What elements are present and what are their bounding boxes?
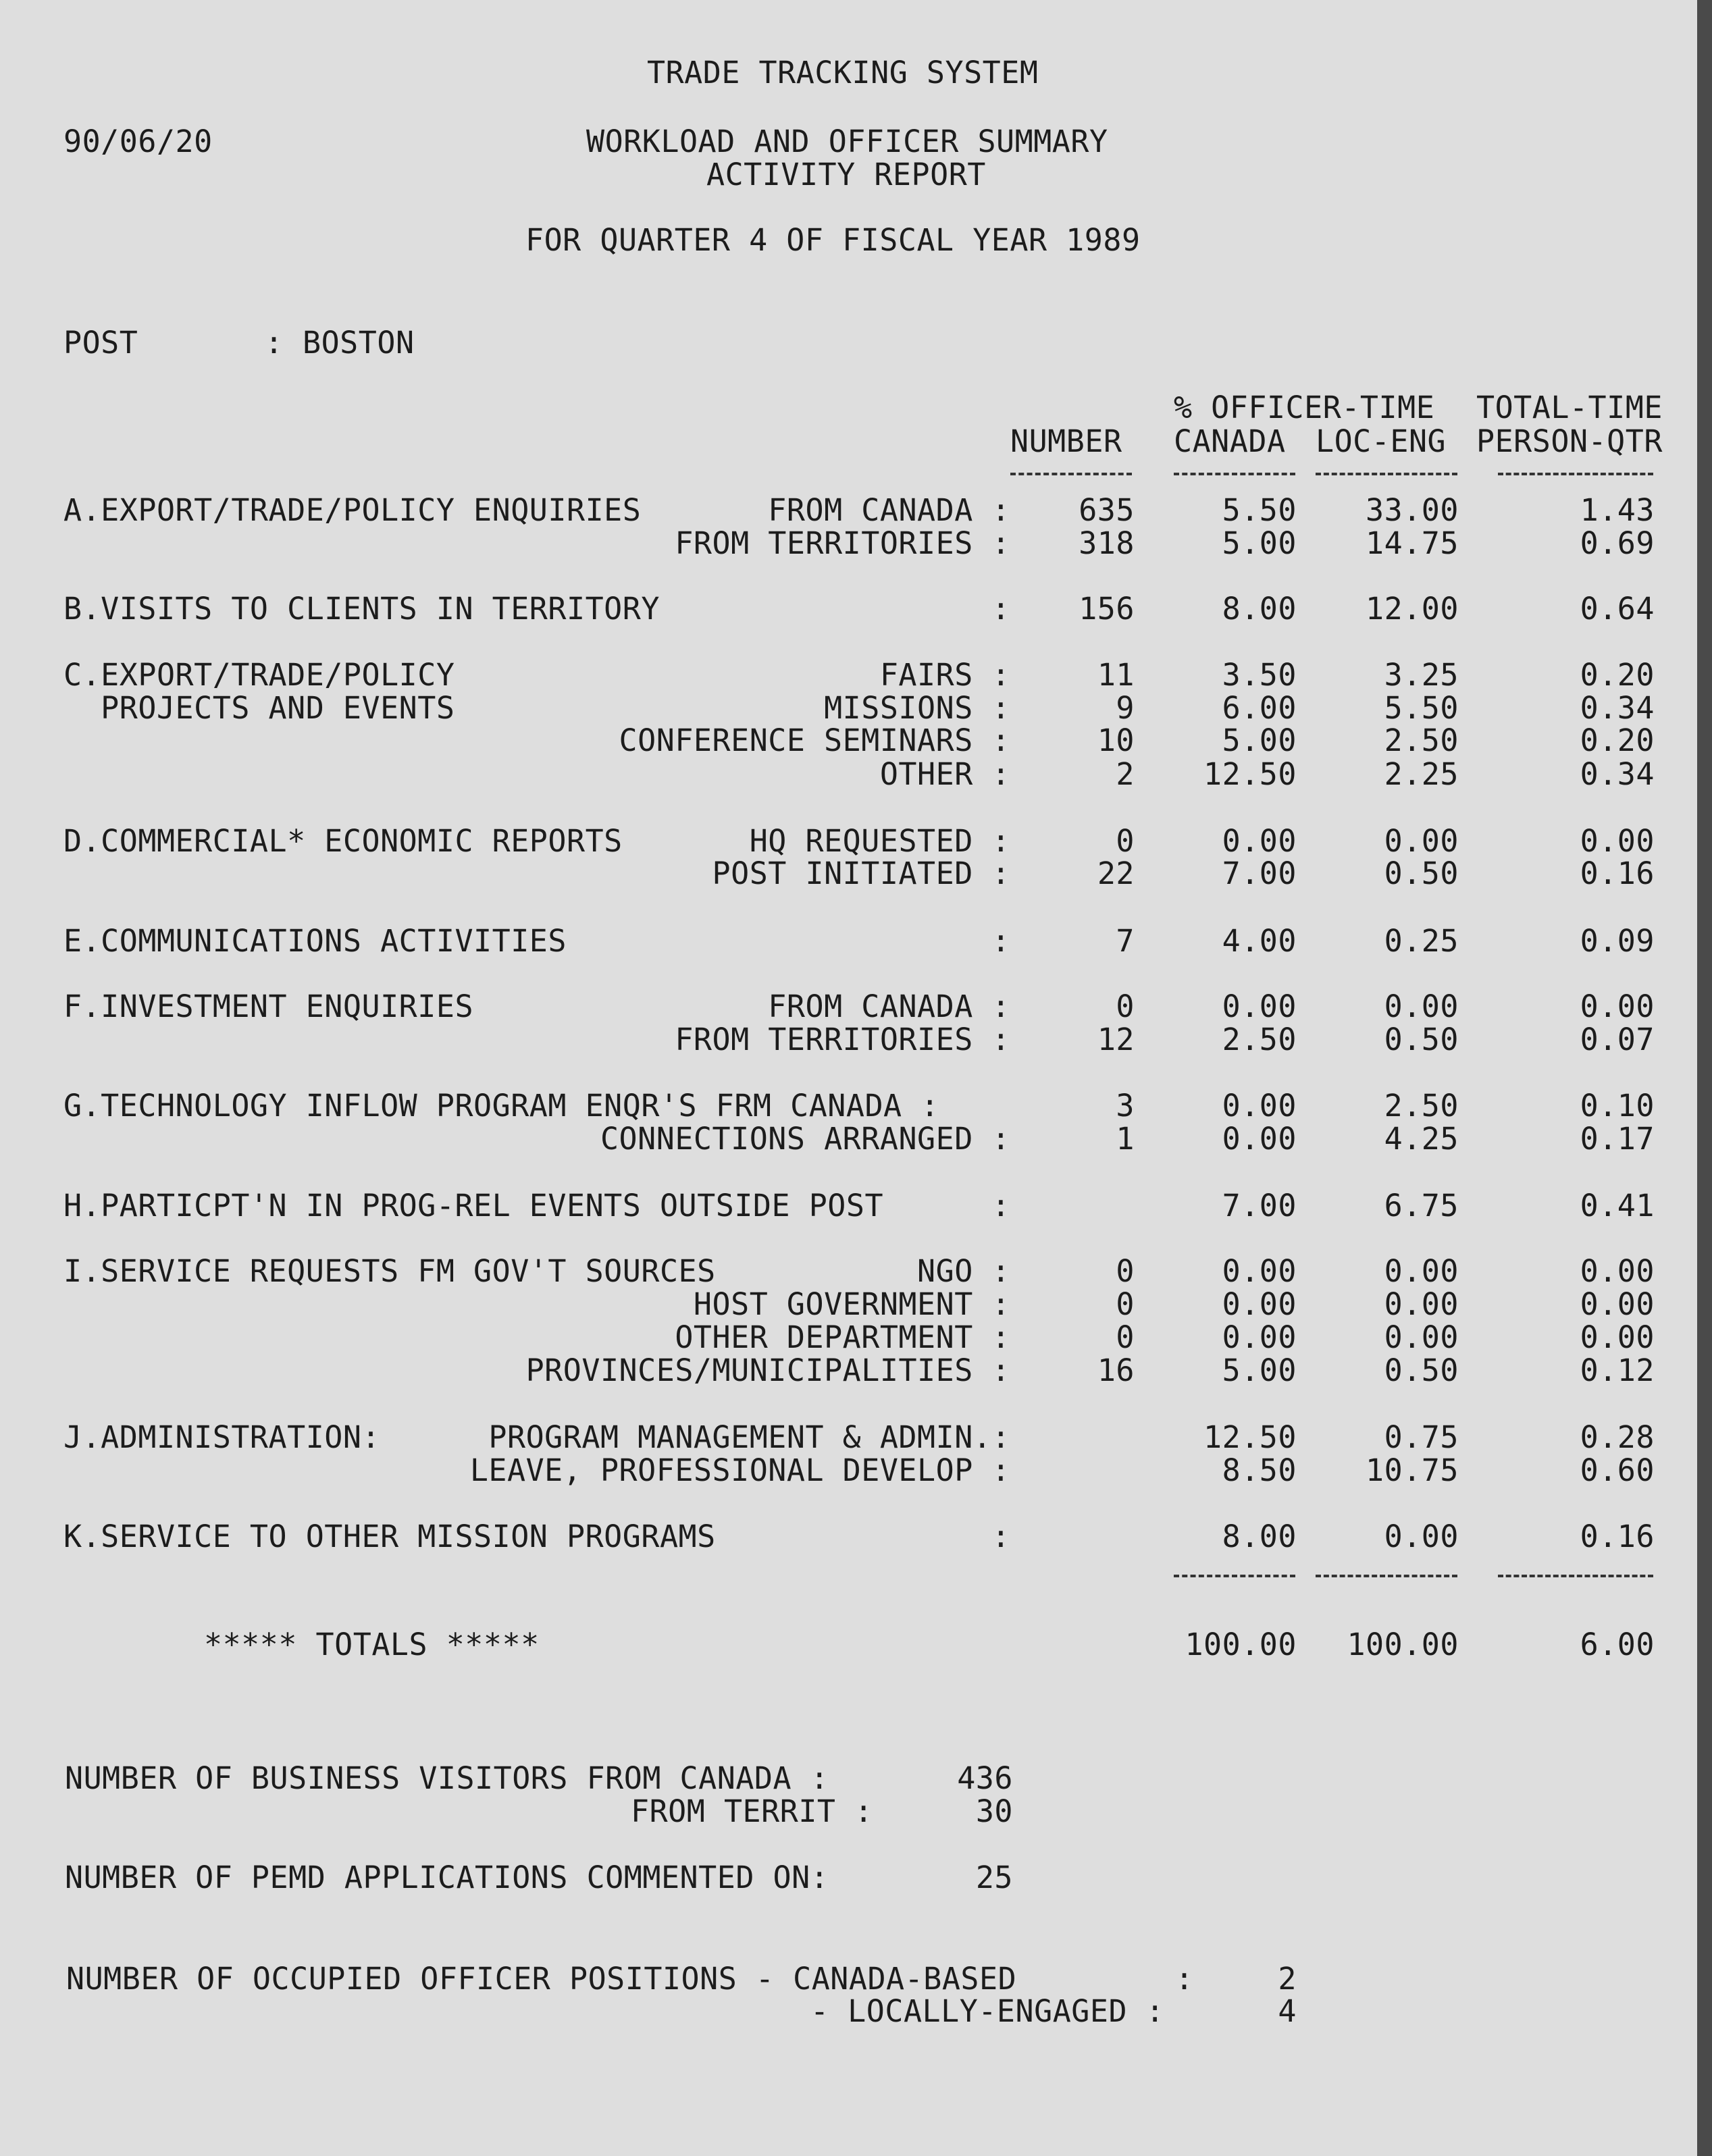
post-label: POST: [63, 325, 138, 361]
totals-canada: 100.00: [1185, 1627, 1297, 1662]
row-loc-eng: 0.25: [1384, 923, 1459, 959]
row-person-qtr: 0.20: [1580, 657, 1655, 693]
row-person-qtr: 0.00: [1580, 823, 1655, 859]
row-loc-eng: 12.00: [1366, 591, 1459, 627]
row-canada: 5.50: [1222, 492, 1297, 528]
row-canada: 8.50: [1222, 1452, 1297, 1488]
totals-loc-eng: 100.00: [1347, 1627, 1459, 1662]
header-rule-canada: [1174, 473, 1295, 475]
row-person-qtr: 0.00: [1580, 1253, 1655, 1289]
row-number: 9: [1116, 690, 1135, 726]
row-label: E.COMMUNICATIONS ACTIVITIES: [63, 923, 567, 959]
row-number: 0: [1116, 1253, 1135, 1289]
row-person-qtr: 0.07: [1580, 1022, 1655, 1057]
row-sub-label: POST INITIATED :: [712, 856, 1010, 891]
row-loc-eng: 3.25: [1384, 657, 1459, 693]
row-loc-eng: 2.25: [1384, 756, 1459, 792]
row-number: 318: [1079, 525, 1135, 561]
row-sub-label: FROM CANADA :: [768, 492, 1010, 528]
row-number: 1: [1116, 1121, 1135, 1157]
row-label: B.VISITS TO CLIENTS IN TERRITORY: [63, 591, 660, 627]
row-person-qtr: 0.12: [1580, 1352, 1655, 1388]
row-canada: 7.00: [1222, 856, 1297, 891]
row-sub-label: FROM TERRITORIES :: [675, 525, 1010, 561]
row-canada: 12.50: [1203, 1419, 1297, 1455]
row-sub-label: HOST GOVERNMENT :: [693, 1286, 1010, 1322]
row-sub-label: :: [991, 591, 1010, 627]
row-loc-eng: 33.00: [1366, 492, 1459, 528]
row-label: C.EXPORT/TRADE/POLICY: [63, 657, 455, 693]
report-date: 90/06/20: [63, 124, 213, 159]
row-loc-eng: 0.00: [1384, 823, 1459, 859]
positions-le-label: - LOCALLY-ENGAGED :: [810, 1993, 1165, 2029]
row-loc-eng: 6.75: [1384, 1188, 1459, 1224]
row-sub-label: FAIRS :: [879, 657, 1010, 693]
row-label: D.COMMERCIAL* ECONOMIC REPORTS: [63, 823, 623, 859]
row-sub-label: FROM TERRITORIES :: [675, 1022, 1010, 1057]
row-canada: 2.50: [1222, 1022, 1297, 1057]
row-person-qtr: 0.10: [1580, 1088, 1655, 1124]
row-number: 11: [1097, 657, 1135, 693]
row-number: 2: [1116, 756, 1135, 792]
row-person-qtr: 0.16: [1580, 856, 1655, 891]
header-rule-person-qtr: [1498, 473, 1653, 475]
column-header-person-qtr: PERSON-QTR: [1476, 423, 1663, 459]
column-header-loc-eng: LOC-ENG: [1316, 423, 1447, 459]
positions-canada-based: 2: [1278, 1961, 1297, 1997]
column-group-total-time: TOTAL-TIME: [1476, 390, 1663, 425]
row-label: PROJECTS AND EVENTS: [63, 690, 455, 726]
row-sub-label: NGO :: [917, 1253, 1010, 1289]
row-canada: 5.00: [1222, 722, 1297, 758]
row-loc-eng: 5.50: [1384, 690, 1459, 726]
row-label: I.SERVICE REQUESTS FM GOV'T SOURCES: [63, 1253, 716, 1289]
system-title: TRADE TRACKING SYSTEM: [647, 55, 1039, 90]
row-canada: 0.00: [1222, 1121, 1297, 1157]
report-period: FOR QUARTER 4 OF FISCAL YEAR 1989: [525, 222, 1141, 258]
positions-label: NUMBER OF OCCUPIED OFFICER POSITIONS - CANADA-BASED: [66, 1961, 1017, 1997]
row-canada: 12.50: [1203, 756, 1297, 792]
row-sub-label: :: [991, 1519, 1010, 1554]
row-loc-eng: 0.00: [1384, 1519, 1459, 1554]
positions-locally-engaged: 4: [1278, 1993, 1297, 2029]
row-loc-eng: 0.50: [1384, 856, 1459, 891]
row-number: 635: [1079, 492, 1135, 528]
row-sub-label: CONNECTIONS ARRANGED :: [600, 1121, 1010, 1157]
row-sub-label: OTHER :: [879, 756, 1010, 792]
row-sub-label: LEAVE, PROFESSIONAL DEVELOP :: [469, 1452, 1010, 1488]
column-header-number: NUMBER: [1010, 423, 1122, 459]
row-loc-eng: 0.75: [1384, 1419, 1459, 1455]
row-sub-label: PROVINCES/MUNICIPALITIES :: [525, 1352, 1010, 1388]
row-label: H.PARTICPT'N IN PROG-REL EVENTS OUTSIDE POST: [63, 1188, 884, 1224]
row-person-qtr: 0.20: [1580, 722, 1655, 758]
row-sub-label: MISSIONS :: [824, 690, 1010, 726]
pemd-label: NUMBER OF PEMD APPLICATIONS COMMENTED ON:: [65, 1860, 829, 1895]
row-number: 156: [1079, 591, 1135, 627]
header-rule-loc-eng: [1316, 473, 1457, 475]
row-label: A.EXPORT/TRADE/POLICY ENQUIRIES: [63, 492, 642, 528]
row-number: 10: [1097, 722, 1135, 758]
row-person-qtr: 0.00: [1580, 1319, 1655, 1355]
row-loc-eng: 0.00: [1384, 1319, 1459, 1355]
row-person-qtr: 0.09: [1580, 923, 1655, 959]
row-person-qtr: 0.00: [1580, 989, 1655, 1024]
row-number: 0: [1116, 1286, 1135, 1322]
row-loc-eng: 0.00: [1384, 989, 1459, 1024]
visitors-label: NUMBER OF BUSINESS VISITORS FROM CANADA :: [65, 1760, 829, 1796]
report-title: WORKLOAD AND OFFICER SUMMARY: [586, 124, 1108, 159]
positions-separator: :: [1175, 1961, 1194, 1997]
row-loc-eng: 2.50: [1384, 722, 1459, 758]
row-sub-label: OTHER DEPARTMENT :: [675, 1319, 1010, 1355]
row-number: 16: [1097, 1352, 1135, 1388]
row-sub-label: :: [991, 1188, 1010, 1224]
post-value: BOSTON: [303, 325, 415, 361]
row-sub-label: CONFERENCE SEMINARS :: [619, 722, 1010, 758]
scan-edge-shadow: [1697, 0, 1712, 2156]
pemd-value: 25: [975, 1860, 1013, 1895]
row-person-qtr: 0.28: [1580, 1419, 1655, 1455]
totals-rule-loc-eng: [1316, 1575, 1457, 1577]
column-group-officer-time: % OFFICER-TIME: [1174, 390, 1435, 425]
header-rule-number: [1010, 473, 1132, 475]
row-canada: 5.00: [1222, 1352, 1297, 1388]
row-person-qtr: 1.43: [1580, 492, 1655, 528]
row-label: G.TECHNOLOGY INFLOW PROGRAM ENQR'S FRM CANADA :: [63, 1088, 939, 1124]
row-person-qtr: 0.00: [1580, 1286, 1655, 1322]
row-person-qtr: 0.69: [1580, 525, 1655, 561]
row-person-qtr: 0.17: [1580, 1121, 1655, 1157]
row-loc-eng: 10.75: [1366, 1452, 1459, 1488]
row-number: 12: [1097, 1022, 1135, 1057]
row-number: 22: [1097, 856, 1135, 891]
row-person-qtr: 0.60: [1580, 1452, 1655, 1488]
row-canada: 4.00: [1222, 923, 1297, 959]
visitors-canada-value: 436: [957, 1760, 1013, 1796]
row-number: 7: [1116, 923, 1135, 959]
row-person-qtr: 0.16: [1580, 1519, 1655, 1554]
row-number: 3: [1116, 1088, 1135, 1124]
row-canada: 8.00: [1222, 591, 1297, 627]
totals-label: ***** TOTALS *****: [204, 1627, 540, 1662]
visitors-territ-label: FROM TERRIT :: [631, 1793, 873, 1829]
row-loc-eng: 0.00: [1384, 1286, 1459, 1322]
row-number: 0: [1116, 989, 1135, 1024]
visitors-territ-value: 30: [975, 1793, 1013, 1829]
row-person-qtr: 0.34: [1580, 756, 1655, 792]
row-canada: 0.00: [1222, 1319, 1297, 1355]
column-header-canada: CANADA: [1174, 423, 1286, 459]
row-canada: 6.00: [1222, 690, 1297, 726]
row-sub-label: :: [991, 923, 1010, 959]
row-sub-label: PROGRAM MANAGEMENT & ADMIN.:: [488, 1419, 1010, 1455]
row-person-qtr: 0.64: [1580, 591, 1655, 627]
row-loc-eng: 0.00: [1384, 1253, 1459, 1289]
row-number: 0: [1116, 1319, 1135, 1355]
row-loc-eng: 0.50: [1384, 1352, 1459, 1388]
totals-person-qtr: 6.00: [1580, 1627, 1655, 1662]
row-canada: 0.00: [1222, 823, 1297, 859]
row-sub-label: FROM CANADA :: [768, 989, 1010, 1024]
totals-rule-canada: [1174, 1575, 1295, 1577]
row-canada: 8.00: [1222, 1519, 1297, 1554]
row-person-qtr: 0.34: [1580, 690, 1655, 726]
row-loc-eng: 4.25: [1384, 1121, 1459, 1157]
row-loc-eng: 14.75: [1366, 525, 1459, 561]
row-canada: 0.00: [1222, 989, 1297, 1024]
row-number: 0: [1116, 823, 1135, 859]
row-canada: 5.00: [1222, 525, 1297, 561]
totals-rule-person-qtr: [1498, 1575, 1653, 1577]
row-canada: 0.00: [1222, 1088, 1297, 1124]
row-canada: 3.50: [1222, 657, 1297, 693]
row-canada: 0.00: [1222, 1253, 1297, 1289]
row-label: F.INVESTMENT ENQUIRIES: [63, 989, 474, 1024]
row-label: J.ADMINISTRATION:: [63, 1419, 381, 1455]
report-subtitle: ACTIVITY REPORT: [706, 157, 986, 192]
row-sub-label: HQ REQUESTED :: [749, 823, 1010, 859]
row-canada: 7.00: [1222, 1188, 1297, 1224]
row-person-qtr: 0.41: [1580, 1188, 1655, 1224]
post-separator: :: [265, 325, 284, 361]
row-label: K.SERVICE TO OTHER MISSION PROGRAMS: [63, 1519, 716, 1554]
row-loc-eng: 2.50: [1384, 1088, 1459, 1124]
row-canada: 0.00: [1222, 1286, 1297, 1322]
row-loc-eng: 0.50: [1384, 1022, 1459, 1057]
